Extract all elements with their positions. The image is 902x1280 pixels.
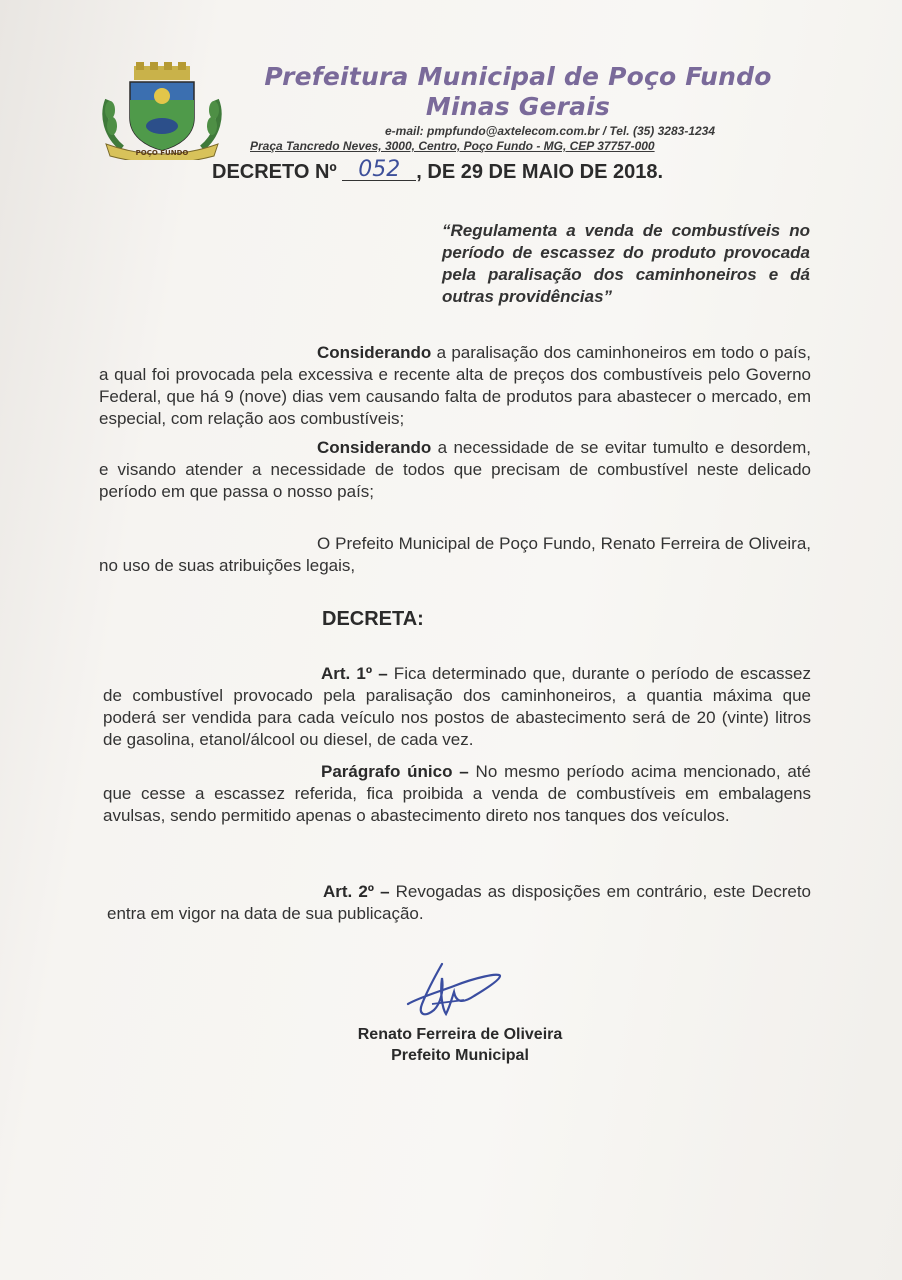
considerando-1-lead: Considerando bbox=[317, 343, 432, 362]
decreta-heading: DECRETA: bbox=[322, 608, 424, 630]
article-2 bbox=[107, 881, 811, 925]
decree-summary: “Regulamenta a venda de combustíveis no período de escassez do produto provocada pela paralisação dos caminhoneiros e dá outras providências” bbox=[442, 221, 810, 306]
decree-title bbox=[212, 157, 664, 184]
letterhead-title bbox=[228, 62, 808, 122]
signatory bbox=[300, 1024, 620, 1066]
article-2-text: Revogadas as disposições em contrário, este Decreto entra em vigor na data de sua publicação. bbox=[107, 882, 811, 923]
decree-prefix: DECRETO Nº bbox=[212, 161, 337, 183]
article-1-lead: Art. 1º – bbox=[321, 664, 388, 683]
decree-number: 052 bbox=[342, 160, 416, 181]
paragrafo-unico bbox=[103, 761, 811, 827]
letterhead-contact-line: e-mail: pmpfundo@axtelecom.com.br / Tel. (35) 3283-1234 bbox=[384, 124, 716, 138]
signature-icon bbox=[404, 958, 508, 1028]
article-1 bbox=[103, 663, 811, 751]
article-1-text: Fica determinado que, durante o período de escassez de combustível provocado pela paralisação dos caminhoneiros, a quantia máxima que poderá ser vendida para cada veículo nos postos de abastecimento será de 20 (vinte) litros de gasolina, etanol/álcool ou diesel, de cada vez. bbox=[103, 664, 811, 749]
signatory-name: Renato Ferreira de Oliveira bbox=[357, 1026, 563, 1043]
considerando-2-lead: Considerando bbox=[317, 438, 432, 457]
considerando-2 bbox=[99, 437, 811, 503]
considerando-1-text: a paralisação dos caminhoneiros em todo o país, a qual foi provocada pela excessiva e recente alta de preços dos combustíveis pelo Governo Federal, que há 9 (nove) dias vem causando falta de produtos para abastecer o mercado, em especial, com relação aos combustíveis; bbox=[99, 343, 811, 428]
letterhead-title-line1: Prefeitura Municipal de Poço Fundo bbox=[264, 62, 772, 91]
paragrafo-unico-text: No mesmo período acima mencionado, até que cesse a escassez referida, fica proibida a venda de combustíveis em embalagens avulsas, sendo permitido apenas o abastecimento direto nos tanques dos veículos. bbox=[103, 762, 811, 825]
paragrafo-unico-lead: Parágrafo único – bbox=[321, 762, 469, 781]
letterhead-contact bbox=[250, 124, 810, 154]
signatory-role: Prefeito Municipal bbox=[391, 1047, 529, 1064]
prefeito-paragraph bbox=[99, 533, 811, 577]
coat-of-arms-icon bbox=[100, 60, 224, 160]
prefeito-paragraph-text: O Prefeito Municipal de Poço Fundo, Renato Ferreira de Oliveira, no uso de suas atribuições legais, bbox=[99, 534, 811, 575]
decree-date: , DE 29 DE MAIO DE 2018. bbox=[416, 161, 664, 183]
considerando-1 bbox=[99, 342, 811, 430]
considerando-2-text: a necessidade de se evitar tumulto e desordem, e visando atender a necessidade de todos que precisam de combustível neste delicado período em que passa o nosso país; bbox=[99, 438, 811, 501]
letterhead-title-line2: Minas Gerais bbox=[425, 92, 611, 121]
crest-ribbon-text: POÇO FUNDO bbox=[135, 149, 189, 157]
article-2-lead: Art. 2º – bbox=[323, 882, 390, 901]
letterhead-address: Praça Tancredo Neves, 3000, Centro, Poço Fundo - MG, CEP 37757-000 bbox=[250, 139, 655, 153]
